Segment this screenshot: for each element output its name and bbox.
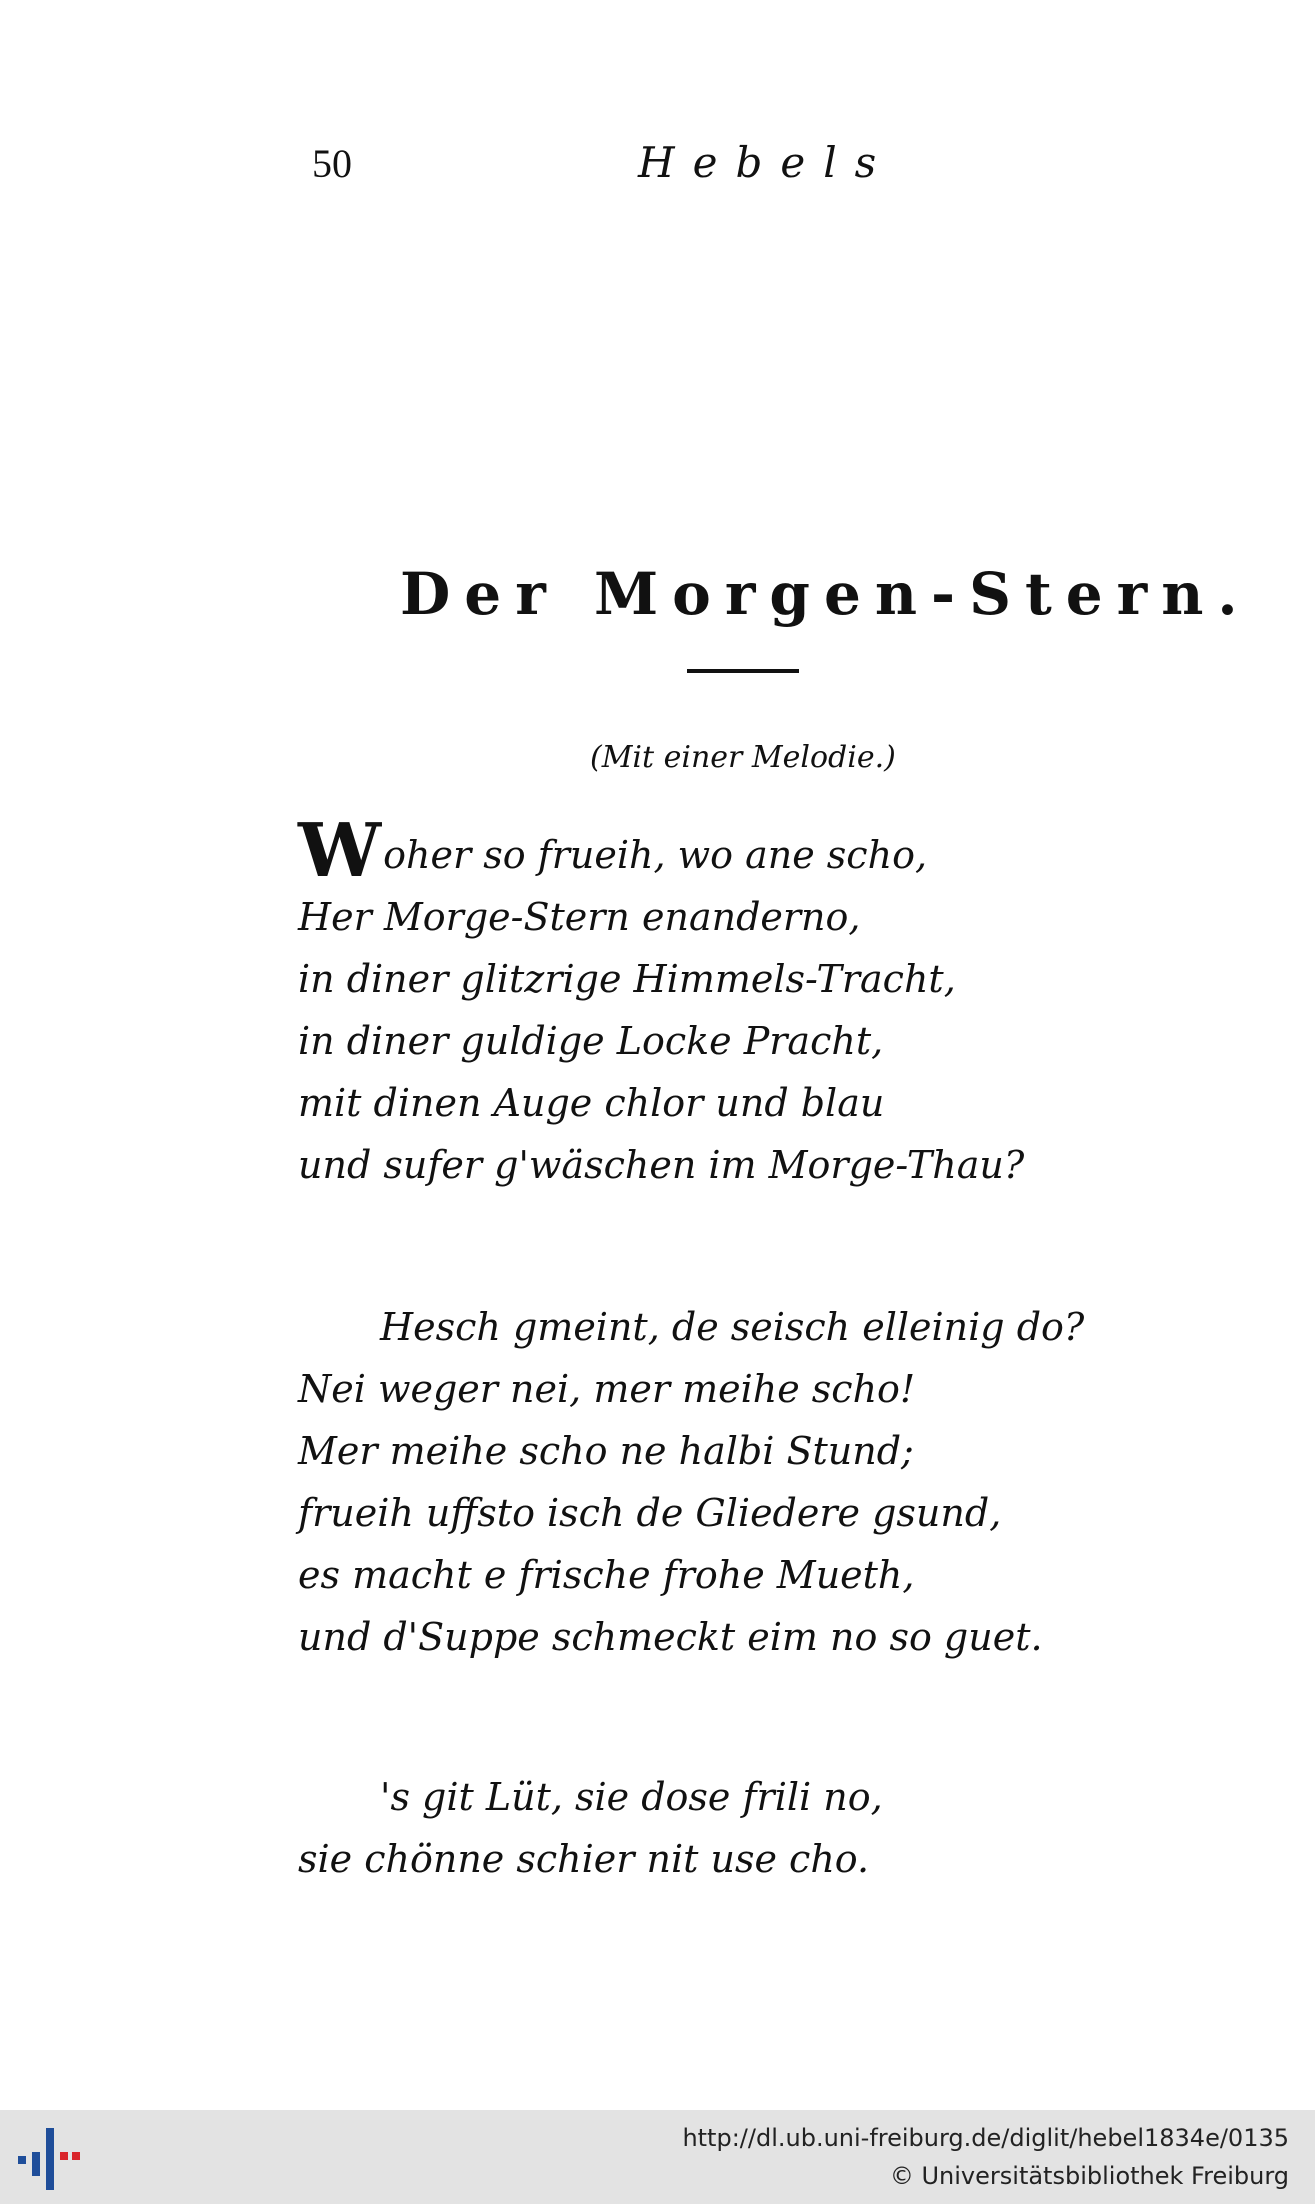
verse-line: in diner glitzrige Himmels-Tracht, (298, 957, 956, 1001)
verse-line: es macht e frische frohe Mueth, (298, 1553, 915, 1597)
verse-line: in diner guldige Locke Pracht, (298, 1019, 884, 1063)
permalink-url[interactable]: http://dl.ub.uni-freiburg.de/diglit/hebel1834e/0135 (682, 2124, 1289, 2152)
verse-line: sie chönne schier nit use cho. (298, 1837, 870, 1881)
verse-line: Mer meihe scho ne halbi Stund; (298, 1429, 914, 1473)
verse-line: mit dinen Auge chlor und blau (298, 1081, 885, 1125)
verse-line: und d'Suppe schmeckt eim no so guet. (298, 1615, 1043, 1659)
copyright-notice: © Universitätsbibliothek Freiburg (889, 2162, 1289, 2190)
verse-line: Hesch gmeint, de seisch elleinig do? (380, 1305, 1085, 1349)
footer-bar (0, 2110, 1315, 2204)
stanza-1 (298, 808, 1025, 1196)
verse-line: Nei weger nei, mer meihe scho! (298, 1367, 916, 1411)
running-head: Hebels (638, 138, 895, 187)
stanza-3 (298, 1766, 883, 1890)
title-divider (687, 669, 799, 673)
verse-text: oher so frueih, wo ane scho, (383, 833, 928, 877)
page-number: 50 (312, 141, 352, 186)
ub-freiburg-logo-icon (14, 2122, 84, 2194)
verse-line: 's git Lüt, sie dose frili no, (380, 1775, 883, 1819)
verse-line: frueih uffsto isch de Gliedere gsund, (298, 1491, 1002, 1535)
stanza-2 (298, 1296, 1084, 1668)
verse-line: und sufer g'wäschen im Morge-Thau? (298, 1143, 1025, 1187)
decorated-initial: W (298, 808, 382, 894)
verse-line: Her Morge-Stern enanderno, (298, 895, 861, 939)
poem-title: Der Morgen-Stern. (400, 560, 1252, 628)
verse-line (298, 808, 1024, 894)
poem-subtitle: (Mit einer Melodie.) (590, 740, 896, 775)
